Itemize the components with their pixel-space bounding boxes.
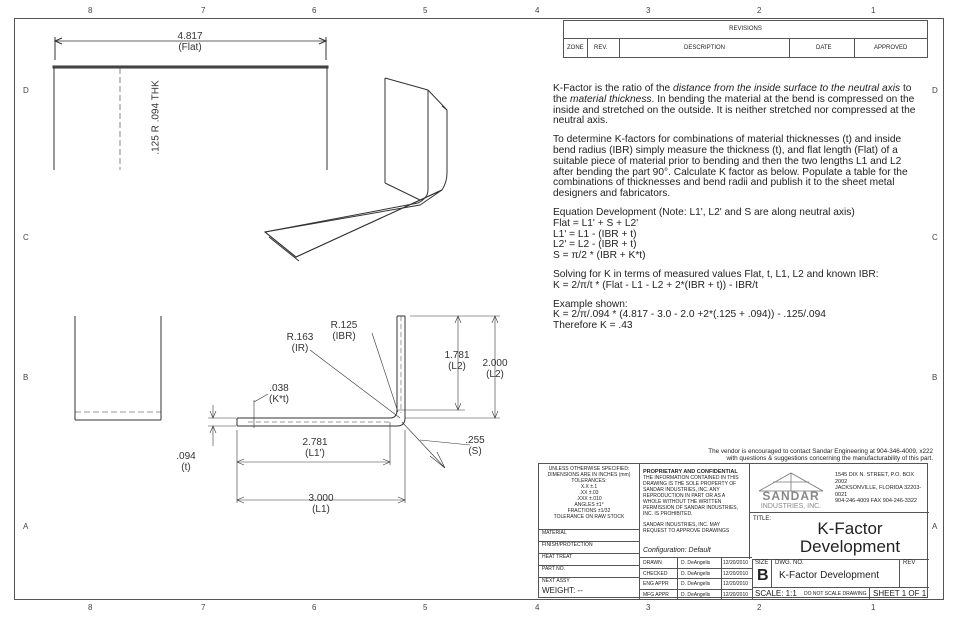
notes-eq-line-5: S = π/2 * (IBR + K*t) (553, 250, 646, 262)
dim-038-value: .038 (269, 383, 289, 394)
drawing-title (775, 520, 925, 556)
dim-2781-value: 2.781 (302, 437, 328, 448)
dim-flat-value: 4.817 (177, 31, 203, 42)
dim-thickness (208, 405, 236, 446)
sig-name-eng: D. DeAngelis (681, 581, 711, 587)
dim-2781-label: (L1') (305, 448, 325, 459)
dim-flat (160, 31, 220, 53)
notes-eq-line-2: Flat = L1' + S + L2' (553, 217, 639, 229)
dim-r163-label: (IR) (291, 343, 309, 354)
drawing-title-line-1: K-Factor (817, 519, 883, 538)
dim-3000-label: (L1) (312, 504, 330, 515)
rev-label: REV (903, 560, 916, 566)
sig-name-mfg: D. DeAngelis (681, 591, 711, 598)
zone-bottom-4: 4 (535, 603, 540, 612)
zone-right-A: A (932, 522, 938, 531)
sig-role-drawn: DRAWN (643, 560, 662, 566)
configuration-label: Configuration: Default (643, 547, 711, 554)
sig-name-checked: D. DeAngelis (681, 570, 711, 577)
notes-example-line-1: Example shown: (553, 298, 628, 310)
row-part-no: PART NO. (539, 565, 639, 577)
company-name-2: INDUSTRIES, INC. (760, 503, 822, 510)
notes-eq-line-3: L1' = L1 - (IBR + t) (553, 228, 637, 240)
dim-2781 (295, 437, 335, 459)
revisions-title: REVISIONS (564, 21, 927, 39)
dim-thickness-note: .125 R .094 THK (150, 80, 162, 155)
sig-date-mfg: 12/20/2010 (723, 591, 749, 598)
zone-top-2: 2 (757, 6, 762, 15)
tol-line-4: X.X ±.1 (580, 484, 598, 490)
sig-row-eng (639, 578, 752, 589)
rev-col-rev: REV. (594, 45, 608, 51)
dim-2000 (477, 358, 513, 380)
vendor-note-line-1: The vendor is encouraged to contact Sandar Engineering at 904-346-4009, x222 (708, 448, 933, 455)
sig-row-checked (639, 568, 752, 579)
dim-r163-value: R.163 (286, 332, 314, 343)
row-next-assy: NEXT ASSY (539, 577, 639, 589)
notes-p1-e: . In bending the material at the bend is compressed on the inside and stretched on the outside. It is neither stretched nor compressed at the neutral axis. (553, 93, 916, 127)
rev-col-description: DESCRIPTION (684, 45, 726, 51)
zone-top-5: 5 (423, 6, 428, 15)
sheet-field: SHEET 1 OF 1 (873, 589, 927, 598)
tol-line-7: ANGLES ±1° (574, 502, 604, 508)
notes-solve-line-2: K = 2/π/t * (Flat - L1 - L2 + 2*(IBR + t)) - IBR/t (553, 279, 758, 291)
rev-col-zone: ZONE (567, 45, 584, 51)
zone-bottom-3: 3 (646, 603, 651, 612)
proprietary-title: PROPRIETARY AND CONFIDENTIAL (643, 469, 738, 475)
notes-equation-development (553, 208, 923, 262)
scale-field: SCALE: 1:1 (755, 589, 797, 598)
dim-094-value: .094 (176, 451, 196, 462)
sig-row-drawn (639, 557, 752, 568)
address-line-1: 1545 DIX N. STREET, P.O. BOX 2002 (835, 472, 915, 485)
isometric-view (265, 78, 447, 261)
dim-r125-value: R.125 (330, 320, 358, 331)
zone-left-B: B (23, 373, 29, 382)
tol-finish: TOLERANCE ON RAW STOCK (553, 514, 625, 520)
zone-bottom-7: 7 (201, 603, 206, 612)
zone-bottom-6: 6 (312, 603, 317, 612)
dim-094 (168, 451, 204, 473)
zone-right-D: D (932, 86, 938, 95)
proprietary-block (643, 469, 743, 534)
dim-r163 (278, 332, 322, 354)
dim-1781-value: 1.781 (444, 350, 470, 361)
tol-line-2: DIMENSIONS ARE IN INCHES (mm) (547, 472, 631, 478)
sig-row-mfg (639, 589, 752, 600)
sig-role-eng: ENG APPR (643, 581, 669, 587)
dim-2000-value: 2.000 (482, 358, 508, 369)
dim-038 (262, 383, 296, 405)
dim-r125 (322, 320, 366, 342)
tol-line-8: FRACTIONS ±1/32 (567, 508, 611, 514)
company-logo (755, 469, 827, 514)
title-label: TITLE: (753, 516, 772, 522)
zone-bottom-1: 1 (871, 603, 876, 612)
dim-horizontal (237, 422, 405, 503)
title-block (538, 463, 928, 598)
no-scale-note: DO NOT SCALE DRAWING (804, 591, 867, 597)
zone-bottom-2: 2 (757, 603, 762, 612)
notes-example-line-2: K = 2/π/.094 * (4.817 - 3.0 - 2.0 +2*(.125 + .094)) - .125/.094 (553, 309, 826, 321)
notes-example-line-3: Therefore K = .43 (553, 320, 633, 332)
proprietary-text: THE INFORMATION CONTAINED IN THIS DRAWING IS THE SOLE PROPERTY OF SANDAR INDUSTRIES, INC. ANY REPRODUCTION IN PART OR AS A WHOLE WITHOUT THE WRITTEN PERMISSION OF SANDAR INDUSTRIES, INC. IS PROHIBITED. (643, 475, 739, 517)
zone-top-1: 1 (871, 6, 876, 15)
zone-left-A: A (23, 522, 29, 531)
rev-col-date: DATE (816, 45, 832, 51)
notes-eq-line-4: L2' = L2 - (IBR + t) (553, 239, 637, 251)
zone-top-3: 3 (646, 6, 651, 15)
row-material: MATERIAL (539, 529, 639, 541)
zone-right-C: C (932, 233, 938, 242)
address-line-3: 904-246-4009 FAX 904-246-3322 (835, 498, 917, 504)
dim-3000-value: 3.000 (308, 493, 334, 504)
sig-date-drawn: 12/20/2010 (723, 560, 749, 566)
dim-3000 (301, 493, 341, 515)
zone-bottom-5: 5 (423, 603, 428, 612)
size-value: B (757, 567, 769, 584)
dwg-no-label: DWG. NO. (775, 560, 804, 566)
notes-example (553, 300, 923, 332)
dim-1781 (440, 350, 474, 372)
size-label: SIZE (755, 560, 769, 566)
side-view-top (75, 316, 161, 420)
tol-line-3: TOLERANCES: (571, 478, 607, 484)
company-address (835, 472, 927, 505)
notes-p1-c: to the (553, 83, 912, 105)
zone-top-8: 8 (88, 6, 93, 15)
tol-line-5: .XX ±.03 (579, 490, 599, 496)
zone-left-D: D (23, 86, 29, 95)
rev-col-approved: APPROVED (874, 45, 908, 51)
zone-right-B: B (932, 373, 938, 382)
notes-definition (553, 84, 923, 127)
vendor-note-line-2: with questions & suggestions concerning the manufacturability of this part. (726, 455, 933, 462)
weight-field: WEIGHT: -- (542, 586, 583, 595)
row-heat-treat: HEAT TREAT (539, 553, 639, 565)
dwg-no-value: K-Factor Development (779, 570, 880, 581)
zone-bottom-8: 8 (88, 603, 93, 612)
dim-r125-label: (IBR) (332, 331, 356, 342)
dim-038-label: (K*t) (269, 394, 289, 405)
sig-date-checked: 12/20/2010 (723, 570, 749, 577)
flat-pattern-view (53, 37, 328, 170)
k-factor-notes (553, 84, 923, 340)
dim-flat-label: (Flat) (178, 42, 202, 53)
tolerance-block (541, 466, 637, 529)
sig-date-eng: 12/20/2010 (723, 581, 749, 587)
sig-role-mfg: MFG APPR (643, 591, 669, 598)
sig-role-checked: CHECKED (643, 570, 668, 577)
dim-094-label: (t) (181, 462, 191, 473)
row-finish: FINISH/PROTECTION (539, 541, 639, 553)
dim-2000-label: (L2) (486, 369, 504, 380)
notes-solving (553, 270, 923, 292)
zone-top-4: 4 (535, 6, 540, 15)
notes-p1-a: K-Factor is the ratio of the (553, 83, 674, 94)
dim-255 (459, 435, 491, 457)
tol-line-1: UNLESS OTHERWISE SPECIFIED: (548, 466, 630, 472)
dim-1781-label: (L2) (448, 361, 466, 372)
vendor-note (675, 448, 933, 462)
zone-top-6: 6 (312, 6, 317, 15)
company-name: SANDAR (762, 489, 820, 503)
tol-line-6: .XXX ±.010 (576, 496, 602, 502)
address-line-2: JACKSONVILLE, FLORIDA 32203-0021 (835, 485, 922, 498)
dim-255-label: (S) (468, 446, 482, 457)
sig-name-drawn: D. DeAngelis (681, 560, 711, 566)
signature-table (639, 557, 752, 599)
zone-top-7: 7 (201, 6, 206, 15)
notes-eq-line-1: Equation Development (Note: L1', L2' and S are along neutral axis) (553, 206, 855, 218)
notes-p1-d: material thickness (570, 93, 652, 105)
sandar-approval-note: SANDAR INDUSTRIES, INC. MAY REQUEST TO APPROVE DRAWINGS (643, 522, 730, 534)
zone-left-C: C (23, 233, 29, 242)
notes-p1-b: distance from the inside surface to the neutral axis (673, 83, 901, 94)
notes-procedure: To determine K-factors for combinations of material thicknesses (t) and inside bend radius (IBR) simply measure the thickness (t), and flat length (Flat) of a suitable piece of material prior to bending and then the two lengths L1 and L2 after bending the part 90°. Calculate K factor as below. Populate a table for the combinations of thicknesses and bend radii and publish it to the sheet metal designers and fabricators. (553, 134, 908, 200)
notes-solve-line-1: Solving for K in terms of measured values Flat, t, L1, L2 and known IBR: (553, 268, 879, 280)
dim-255-value: .255 (465, 435, 485, 446)
drawing-title-line-2: Development (799, 537, 901, 556)
